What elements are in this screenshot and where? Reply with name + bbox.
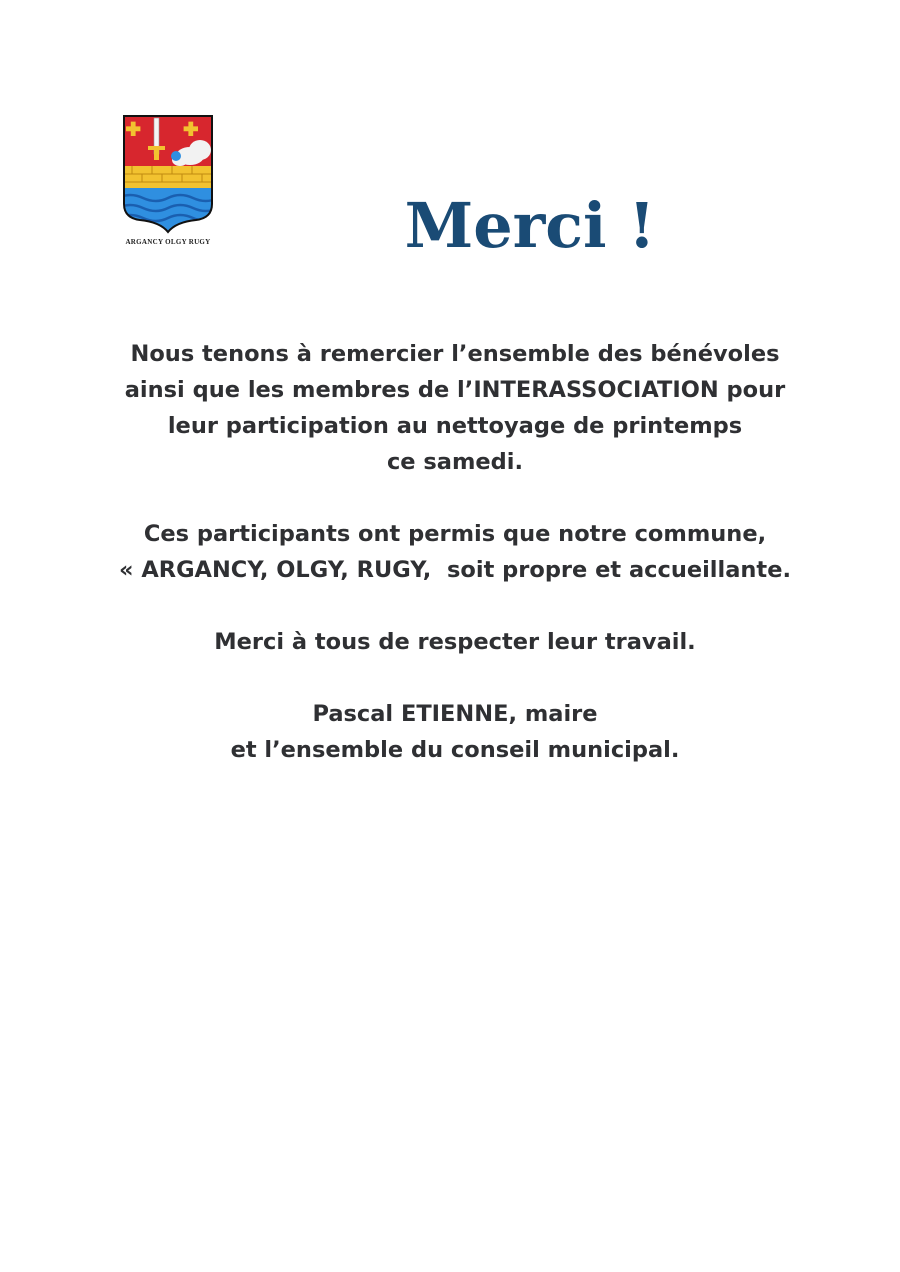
paragraph-spacer [60,660,850,696]
paragraph-respect [60,624,850,660]
text-line: Merci à tous de respecter leur travail. [214,629,696,655]
text-line: ce samedi. [386,449,524,475]
crest-caption: ARGANCY OLGY RUGY [125,238,211,246]
coat-of-arms-icon [118,112,218,234]
paragraph-spacer [60,480,850,516]
text-line: Ces participants ont permis que notre commune, [143,521,767,547]
signature-line: et l’ensemble du conseil municipal. [230,737,680,763]
paragraph-thanks [60,336,850,480]
text-line: leur participation au nettoyage de printemps [167,413,743,439]
message-body [60,336,850,768]
text-line: Nous tenons à remercier l’ensemble des bénévoles [130,341,780,367]
signature-line: Pascal ETIENNE, maire [312,701,598,727]
text-line: « ARGANCY, OLGY, RUGY, soit propre et accueillante. [118,557,791,583]
page-title: Merci ! [404,189,656,262]
text-line: ainsi que les membres de l’INTERASSOCIATION pour [124,377,786,403]
paragraph-spacer [60,588,850,624]
municipal-crest [118,112,218,246]
paragraph-participants [60,516,850,588]
signature [60,696,850,768]
